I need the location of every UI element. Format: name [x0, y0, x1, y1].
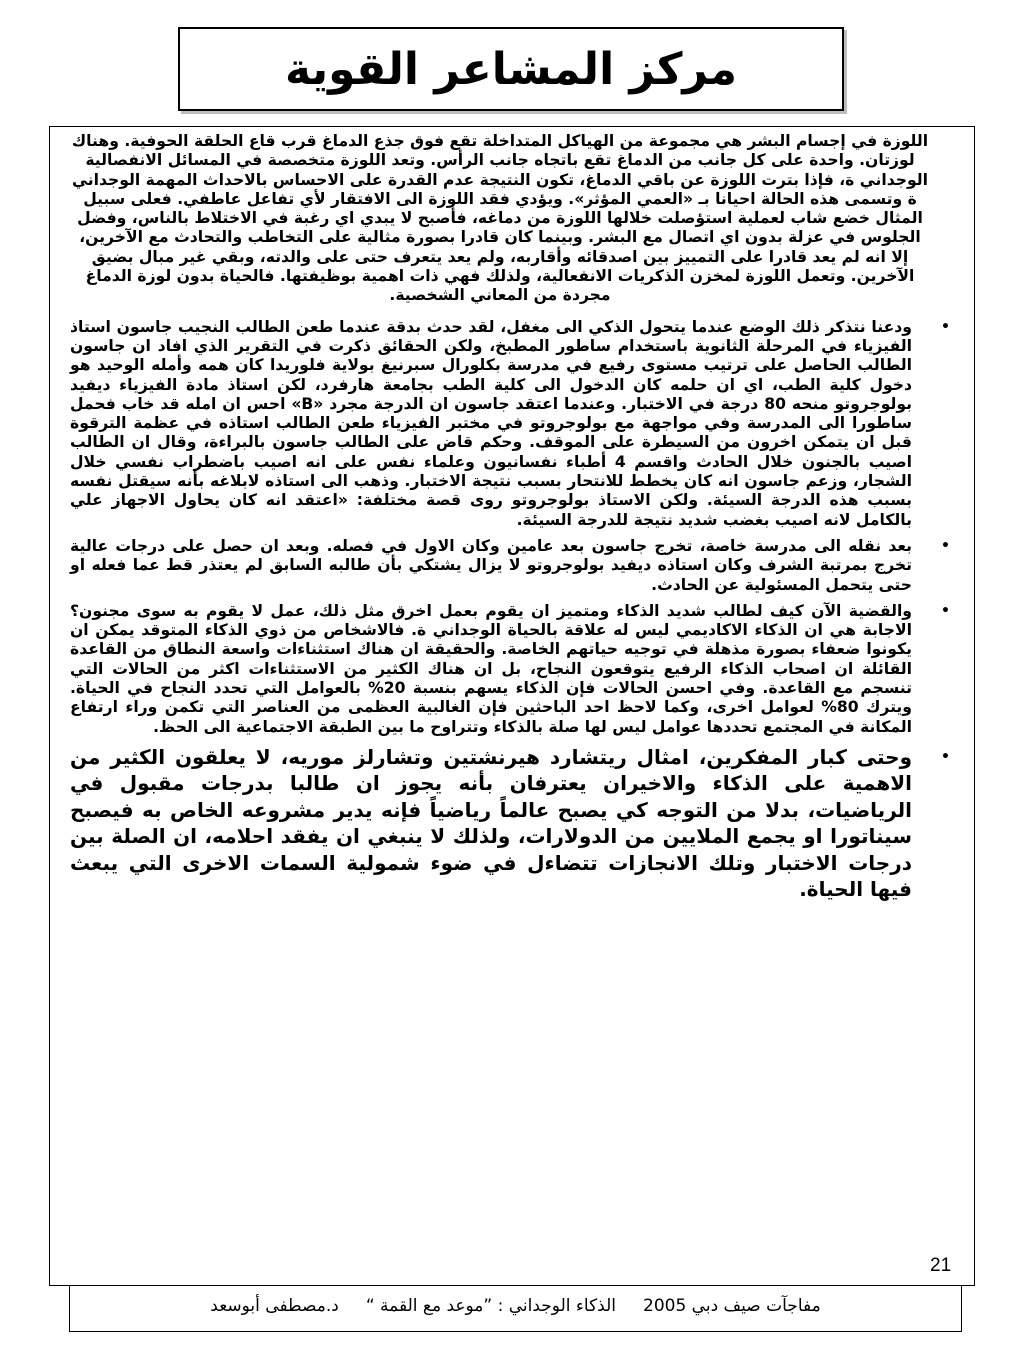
list-item — [70, 317, 950, 530]
page-number: 21 — [930, 1255, 952, 1276]
footer-text: مفاجآت صيف دبي 2005 الذكاء الوجداني : ”موعد مع القمة “ د.مصطفى أبوسعد — [210, 1296, 821, 1316]
bullet-icon: • — [941, 318, 950, 335]
list-item — [70, 601, 950, 737]
page-title-box — [178, 27, 844, 111]
list-item — [70, 744, 950, 903]
bullet-icon: • — [941, 537, 950, 554]
bullet-icon: • — [941, 602, 950, 619]
intro-paragraph: اللوزة في إجسام البشر هي مجموعة من الهياكل المتداخلة تقع فوق جذع الدماغ قرب قاع الحلقة الحوفية. وهناك لوزتان. واحدة على كل جانب من الدماغ تقع باتجاه جانب الرأس. وتعد اللوزة متخصصة في المسائل الانفصالية الوجداني ة، فإذا بترت اللوزة عن باقي الدماغ، تكون النتيجة عدم القدرة على الاحساس بالاحداث المهمة الوجداني ة وتسمى هذه الحالة احيانا بـ «العمي المؤثر». ويؤدي فقد اللوزة الى الافتقار لأي تفاعل عاطفي. فعلى سبيل المثال خضع شاب لعملية استؤصلت خلالها اللوزة من دماغه، فأصبح لا يبدي اي رغبة في الاختلاط بالناس، وفضل الجلوس في عزلة بدون اي اتصال مع البشر. وبينما كان قادرا بصورة مثالية على التخاطب والتحادث مع الآخرين، إلا انه لم يعد قادرا على التمييز بين اصدقائه وأقاربه، ولم يعد يتعرف حتى على والدته، وبقي غير مبال بضيق الآخرين. وتعمل اللوزة لمخزن الذكريات الانفعالية، ولذلك فهي ذات اهمية بوظيفتها. فالحياة بدون لوزة الدماغ مجردة من المعاني الشخصية. — [71, 132, 929, 305]
page-title: مركز المشاعر القوية — [284, 43, 738, 95]
bullet-text: بعد نقله الى مدرسة خاصة، تخرج جاسون بعد عامين وكان الاول في فصله. وبعد ان حصل على درجات عالية تخرج بمرتبة الشرف وكان استاذه ديفيد بولوجروتو لا يزال يشتكي بأن طالبه السابق لم يعتذر قط عما فعله او حتى يتحمل المسئولية عن الحادث. — [70, 536, 912, 594]
list-item — [70, 536, 950, 595]
bullet-text: ودعنا نتذكر ذلك الوضع عندما يتحول الذكي الى مغفل، لقد حدث بدقة عندما طعن الطالب النجيب جاسون استاذ الفيزياء في المرحلة الثانوية باستخدام ساطور المطبخ، ولكن الحقائق ذكرت في التقرير الذي افاد ان جاسون الطالب الحاصل على ترتيب مستوى رفيع في مدرسة بكلورال سبرنيغ بولاية فلوريدا كان همه وأمله الوحيد هو دخول كلية الطب، اي ان حلمه كان الدخول الى كلية الطب بجامعة هارفرد، لكن استاذ مادة الفيزياء ديفيد بولوجروتو منحه 80 درجة في الاختبار. وعندما اعتقد جاسون ان الدرجة مجرد «B» احس ان امله قد خاب فحمل ساطورا الى المدرسة وفي مواجهة مع بولوجروتو في مختبر الفيزياء طعن الطالب استاذه في عظمة الترقوة قبل ان يتمكن اخرون من السيطرة على الموقف. وحكم قاض على الطالب جاسون بالبراءة، وقال ان الطالب اصيب بالجنون خلال الحادث واقسم 4 أطباء نفسانيون وعلماء نفس على انه اصيب باضطراب نفسي خلال الشجار، وزعم جاسون انه كان يخطط للانتحار بسبب نتيجة الاختبار. وذهب الى استاذه لابلاغه بأنه سيقتل نفسه بسبب هذه الدرجة السيئة. ولكن الاستاذ بولوجروتو روى قصة مختلفة: «اعتقد انه كان يحاول الاجهاز علي بالكامل لانه اصيب بغضب شديد نتيجة للدرجة السيئة. — [70, 317, 913, 529]
bullet-text: والقضية الآن كيف لطالب شديد الذكاء ومتميز ان يقوم بعمل اخرق مثل ذلك، عمل لا يقوم به سوى مجنون؟ الاجابة هي ان الذكاء الاكاديمي ليس له علاقة بالحياة الوجداني ة. فالاشخاص من ذوي الذكاء المتوقد يمكن ان يكونوا ضعفاء بصورة مذهلة في توجيه حياتهم الخاصة. والحقيقة ان هناك استثناءات واسعة النطاق من القاعدة القائلة ان اصحاب الذكاء الرفيع يتوقعون النجاح، بل ان هناك الكثير من الاستثناءات اكثر من الحالات التي تنسجم مع القاعدة. وفي احسن الحالات فإن الذكاء يسهم بنسبة 20% بالعوامل التي تحدد النجاح في الحياة. ويترك 80% لعوامل اخرى، وكما لاحظ احد الباحثين فإن الغالبية العظمى من العناصر التي تكمن وراء ارتفاع المكانة في المجتمع تحددها عوامل ليس لها صلة بالذكاء وتتراوح ما بين الطبقة الاجتماعية الى الحظ. — [70, 601, 912, 736]
bullet-icon: • — [941, 748, 950, 765]
article-body — [70, 132, 950, 1252]
bullet-list — [70, 317, 950, 903]
bullet-text: وحتى كبار المفكرين، امثال ريتشارد هيرنشتين وتشارلز موريه، لا يعلقون الكثير من الاهمية على الذكاء والاخيران يعترفان بأنه يجوز ان طالبا بدرجات مقبول في الرياضيات، بدلا من التوجه كي يصبح عالماً رياضياً فإنه يدير مشروعه الخاص به فيصبح سيناتورا او يجمع الملايين من الدولارات، ولذلك لا ينبغي ان يفقد احلامه، ان الصلة بين درجات الاختبار وتلك الانجازات تتضاءل في ضوء شمولية السمات الاخرى التي يبعث فيها الحياة. — [70, 744, 912, 902]
